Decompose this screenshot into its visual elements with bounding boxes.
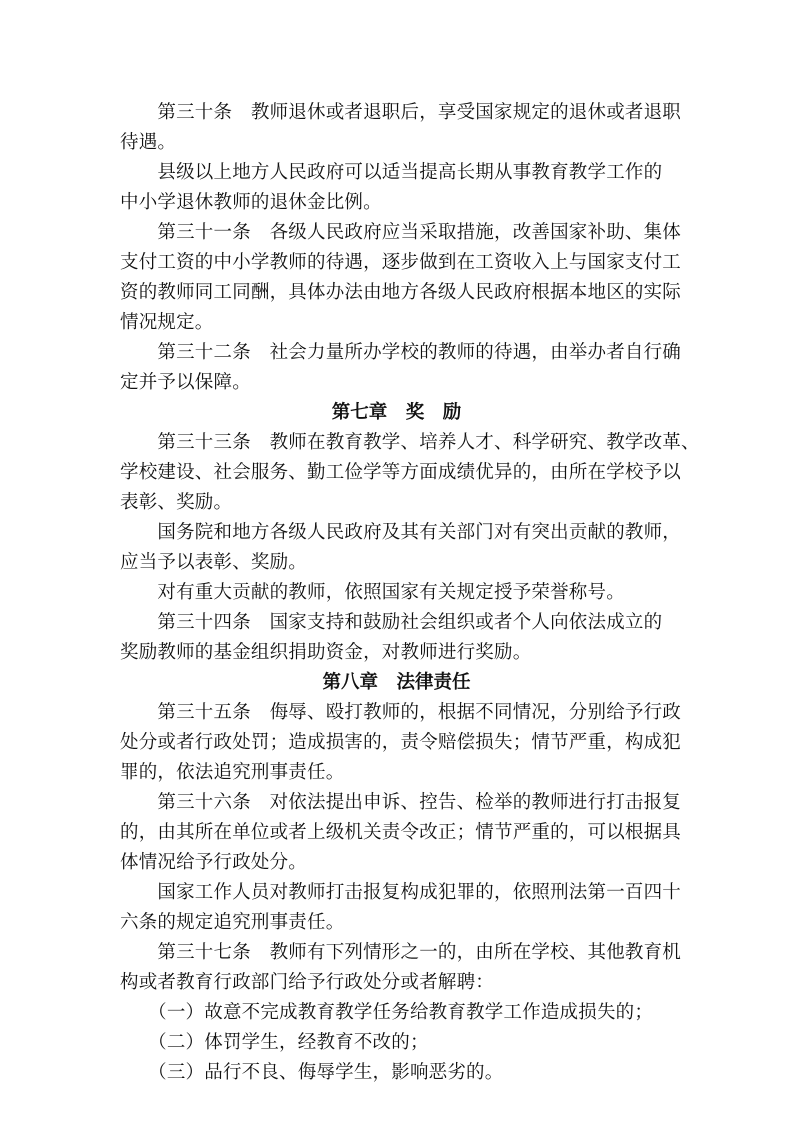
article-36-line-1: 第三十六条 对依法提出申诉、控告、检举的教师进行打击报复 [120,792,682,813]
article-36-para2-line-1: 国家工作人员对教师打击报复构成犯罪的，依照刑法第一百四十 [120,882,682,903]
article-31-line-2: 支付工资的中小学教师的待遇，逐步做到在工资收入上与国家支付工 [120,252,682,273]
article-37-item-1: （一）故意不完成教育教学任务给教育教学工作造成损失的； [120,1002,654,1023]
article-35-line-1: 第三十五条 侮辱、殴打教师的，根据不同情况，分别给予行政 [120,702,682,723]
article-33-para2-line-2: 应当予以表彰、奖励。 [120,552,308,573]
article-35-line-3: 罪的，依法追究刑事责任。 [120,762,345,783]
article-37-line-2: 构或者教育行政部门给予行政处分或者解聘： [120,972,495,993]
article-35-line-2: 处分或者行政处罚；造成损害的，责令赔偿损失；情节严重，构成犯 [120,732,682,753]
article-31-line-4: 情况规定。 [120,312,214,333]
article-30-para2-line-2: 中小学退休教师的退休金比例。 [120,192,382,213]
article-32-line-1: 第三十二条 社会力量所办学校的教师的待遇，由举办者自行确 [120,342,682,363]
article-36-line-3: 体情况给予行政处分。 [120,852,308,873]
article-31-line-1: 第三十一条 各级人民政府应当采取措施，改善国家补助、集体 [120,222,682,243]
article-33-line-3: 表彰、奖励。 [120,492,233,513]
article-34-line-2: 奖励教师的基金组织捐助资金，对教师进行奖励。 [120,642,532,663]
article-32-line-2: 定并予以保障。 [120,372,251,393]
chapter-8-heading: 第八章 法律责任 [322,672,471,693]
article-37-line-1: 第三十七条 教师有下列情形之一的，由所在学校、其他教育机 [120,942,682,963]
article-33-para3-line-1: 对有重大贡献的教师，依照国家有关规定授予荣誉称号。 [120,582,625,603]
article-36-para2-line-2: 六条的规定追究刑事责任。 [120,912,345,933]
article-30-line-1: 第三十条 教师退休或者退职后，享受国家规定的退休或者退职 [120,102,682,123]
article-36-line-2: 的，由其所在单位或者上级机关责令改正；情节严重的，可以根据具 [120,822,682,843]
article-30-line-2: 待遇。 [120,132,177,153]
article-31-line-3: 资的教师同工同酬，具体办法由地方各级人民政府根据本地区的实际 [120,282,682,303]
article-37-item-3: （三）品行不良、侮辱学生，影响恶劣的。 [120,1062,504,1083]
article-34-line-1: 第三十四条 国家支持和鼓励社会组织或者个人向依法成立的 [120,612,663,633]
article-33-para2-line-1: 国务院和地方各级人民政府及其有关部门对有突出贡献的教师， [120,522,682,543]
article-30-para2-line-1: 县级以上地方人民政府可以适当提高长期从事教育教学工作的 [120,162,663,183]
chapter-7-heading: 第七章 奖 励 [331,402,462,423]
article-33-line-1: 第三十三条 教师在教育教学、培养人才、科学研究、教学改革、 [120,432,700,453]
article-37-item-2: （二）体罚学生，经教育不改的； [120,1032,429,1053]
article-33-line-2: 学校建设、社会服务、勤工俭学等方面成绩优异的，由所在学校予以 [120,462,682,483]
